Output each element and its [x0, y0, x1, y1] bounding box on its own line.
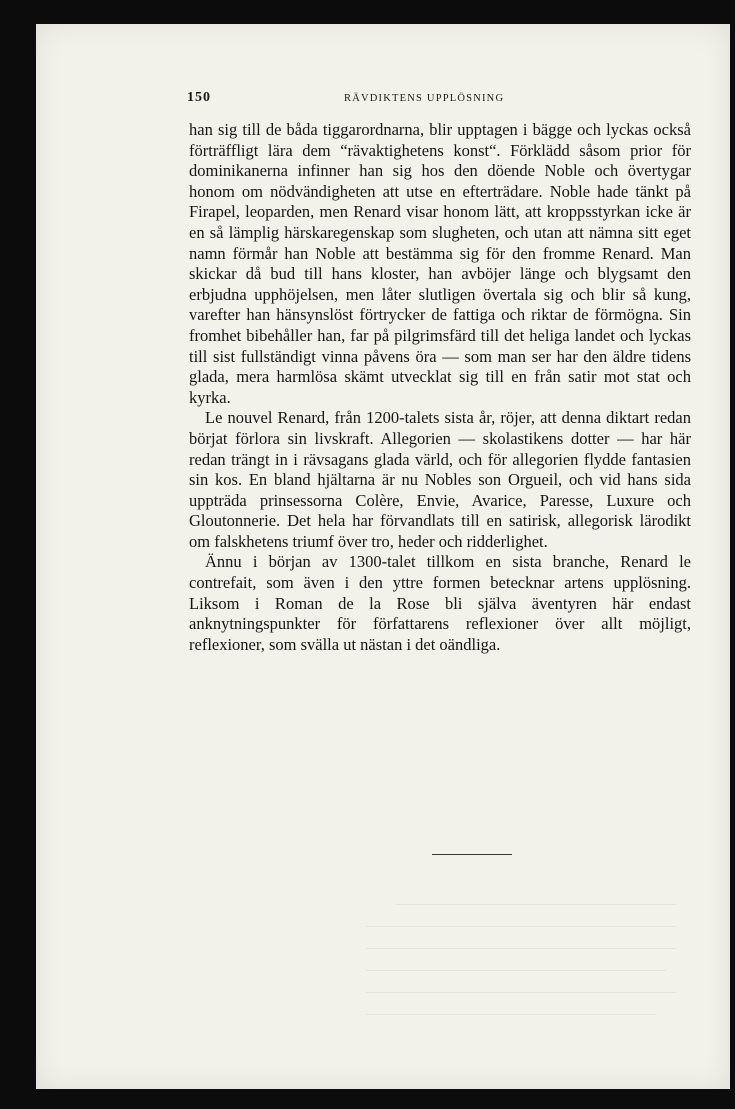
section-rule: [432, 854, 512, 855]
paragraph-3: Ännu i början av 1300-talet tillkom en sista branche, Renard le contrefait, som även i den yttre formen betecknar artens upplösning. Liksom i Roman de la Rose bli själva äventyren här endast anknytningspunkter för författarens reflexioner över allt möjligt, reflexioner, som svälla ut nästan i det oändliga.: [189, 552, 691, 654]
running-header: [36, 88, 730, 110]
book-page: [36, 24, 730, 1089]
running-title: RÄVDIKTENS UPPLÖSNING: [344, 93, 505, 104]
paragraph-2: Le nouvel Renard, från 1200-talets sista år, röjer, att denna diktart redan börjat förlora sin livskraft. Allegorien — skolastikens dotter — har här redan trängt in i rävsagans glada värld, och för allegorien flydde fantasien sin kos. En bland hjältarna är nu Nobles son Orgueil, och vid hans sida uppträda prinsessorna Colère, Envie, Avarice, Paresse, Luxure och Gloutonnerie. Det hela har förvandlats till en satirisk, allegorisk lärodikt om falskhetens triumf över tro, heder och ridderlighet.: [189, 408, 691, 551]
body-text: [189, 120, 691, 655]
page-number: 150: [187, 90, 211, 105]
paragraph-1: han sig till de båda tiggarordnarna, blir upptagen i bägge och lyckas också förträffligt lära dem “rävaktighetens konst“. Förklädd såsom prior för dominikanerna infinner han sig hos den döende Noble och övertygar honom om nödvändigheten att utse en efterträdare. Noble hade tänkt på Firapel, leoparden, men Renard visar honom lätt, att kroppsstyrkan icke är en så lämplig härskaregenskap som slugheten, och utan att nämna sitt eget namn förmår han Noble att bestämma sig för den fromme Renard. Man skickar då bud till hans kloster, han avböjer länge och blygsamt den erbjudna upphöjelsen, men låter slutligen övertala sig och blir så kung, varefter han hänsynslöst förtrycker de fattiga och riktar de förmögna. Sin fromhet bibehåller han, far på pilgrimsfärd till det heliga landet och lyckas till sist fullständigt vinna påvens öra — som man ser har den äldre tidens glada, mera harmlösa skämt utvecklat sig till en från satir mot stat och kyrka.: [189, 120, 691, 407]
